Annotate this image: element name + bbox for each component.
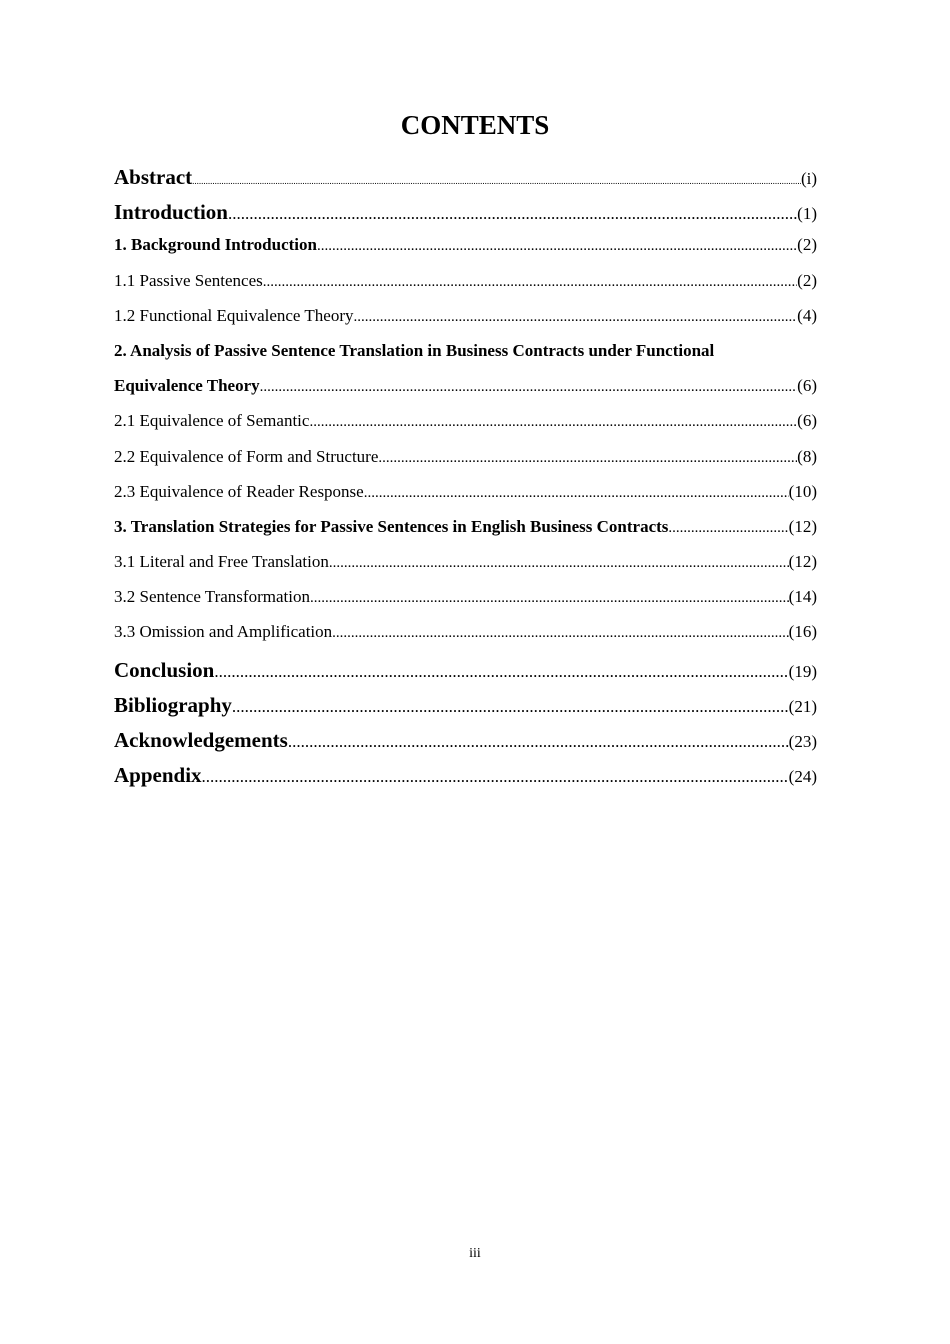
toc-entry-conclusion[interactable] bbox=[114, 658, 817, 693]
toc-leader bbox=[310, 590, 789, 607]
toc-label: Conclusion bbox=[114, 657, 215, 682]
toc-leader bbox=[668, 520, 788, 537]
toc-label: 3.3 Omission and Amplification bbox=[114, 622, 333, 642]
toc-label: 3.2 Sentence Transformation bbox=[114, 587, 310, 607]
toc-entry-appendix[interactable] bbox=[114, 763, 817, 798]
toc-page-number: (2) bbox=[797, 270, 817, 290]
toc-leader bbox=[354, 309, 798, 326]
toc-label: Introduction bbox=[114, 200, 228, 225]
toc-entry-chapter-3[interactable] bbox=[114, 517, 817, 552]
toc-page-number: (23) bbox=[788, 732, 817, 751]
page-title: CONTENTS bbox=[400, 110, 550, 140]
toc-leader bbox=[260, 379, 798, 396]
toc-label: 3. Translation Strategies for Passive Sentences in English Business Contracts bbox=[114, 516, 669, 536]
toc-entry-chapter-2-line-1[interactable] bbox=[114, 341, 817, 376]
toc-label: Appendix bbox=[114, 763, 202, 788]
toc-page-number: (8) bbox=[797, 446, 817, 466]
toc-leader bbox=[378, 450, 797, 467]
toc-page-number: (10) bbox=[788, 481, 817, 501]
toc-leader bbox=[232, 697, 789, 717]
toc-page-number: (2) bbox=[797, 235, 817, 255]
toc-page-number: (4) bbox=[797, 305, 817, 325]
toc-label: 2.3 Equivalence of Reader Response bbox=[114, 481, 364, 501]
toc-page-number: (14) bbox=[788, 587, 817, 607]
toc-leader bbox=[288, 732, 789, 752]
toc-label: 1. Background Introduction bbox=[114, 235, 317, 255]
toc-leader bbox=[214, 662, 788, 682]
toc-leader bbox=[364, 485, 789, 502]
toc-leader bbox=[228, 204, 797, 224]
toc-page-number: (24) bbox=[788, 767, 817, 787]
toc-page-number: (12) bbox=[788, 516, 817, 536]
toc-entry-chapter-2-line-2[interactable] bbox=[114, 376, 817, 411]
toc-entry-section-2-2[interactable] bbox=[114, 447, 817, 482]
toc-label: Acknowledgements bbox=[114, 728, 288, 752]
toc-entry-section-3-1[interactable] bbox=[114, 552, 817, 587]
toc-entry-bibliography[interactable] bbox=[114, 693, 817, 728]
toc-entry-section-3-3[interactable] bbox=[114, 622, 817, 657]
toc-entry-section-2-3[interactable] bbox=[114, 482, 817, 517]
toc-page-number: (12) bbox=[788, 552, 817, 572]
toc-entry-section-3-2[interactable] bbox=[114, 587, 817, 622]
toc-leader bbox=[329, 555, 789, 572]
toc-entry-chapter-1[interactable] bbox=[114, 235, 817, 270]
table-of-contents bbox=[114, 165, 817, 798]
toc-leader bbox=[192, 176, 801, 186]
toc-page-number: (6) bbox=[797, 376, 817, 396]
toc-page-number: (6) bbox=[797, 411, 817, 431]
toc-entry-acknowledgements[interactable] bbox=[114, 728, 817, 763]
toc-leader bbox=[202, 767, 789, 787]
toc-label: Abstract bbox=[114, 165, 193, 189]
page-number-footer: iii bbox=[469, 1246, 481, 1261]
toc-label: 1.2 Functional Equivalence Theory bbox=[114, 305, 354, 325]
toc-entry-section-1-1[interactable] bbox=[114, 271, 817, 306]
toc-page-number: (i) bbox=[800, 169, 817, 188]
toc-label: Bibliography bbox=[114, 692, 232, 717]
toc-leader bbox=[309, 414, 797, 431]
toc-leader bbox=[332, 625, 789, 642]
toc-leader bbox=[263, 274, 797, 291]
toc-leader bbox=[317, 238, 797, 255]
toc-label: 2. Analysis of Passive Sentence Translation in Business Contracts under Functional bbox=[114, 340, 715, 360]
toc-label: 2.2 Equivalence of Form and Structure bbox=[114, 446, 379, 466]
toc-entry-introduction[interactable] bbox=[114, 200, 817, 235]
toc-page-number: (1) bbox=[797, 204, 817, 224]
toc-entry-section-2-1[interactable] bbox=[114, 411, 817, 446]
toc-page-number: (21) bbox=[788, 696, 817, 716]
toc-entry-abstract[interactable] bbox=[114, 165, 817, 200]
toc-entry-section-1-2[interactable] bbox=[114, 306, 817, 341]
toc-label: 1.1 Passive Sentences bbox=[114, 270, 263, 290]
toc-label: Equivalence Theory bbox=[114, 376, 260, 396]
toc-page-number: (19) bbox=[788, 661, 817, 681]
toc-page-number: (16) bbox=[788, 622, 817, 642]
toc-label: 3.1 Literal and Free Translation bbox=[114, 552, 329, 572]
toc-label: 2.1 Equivalence of Semantic bbox=[114, 411, 310, 431]
